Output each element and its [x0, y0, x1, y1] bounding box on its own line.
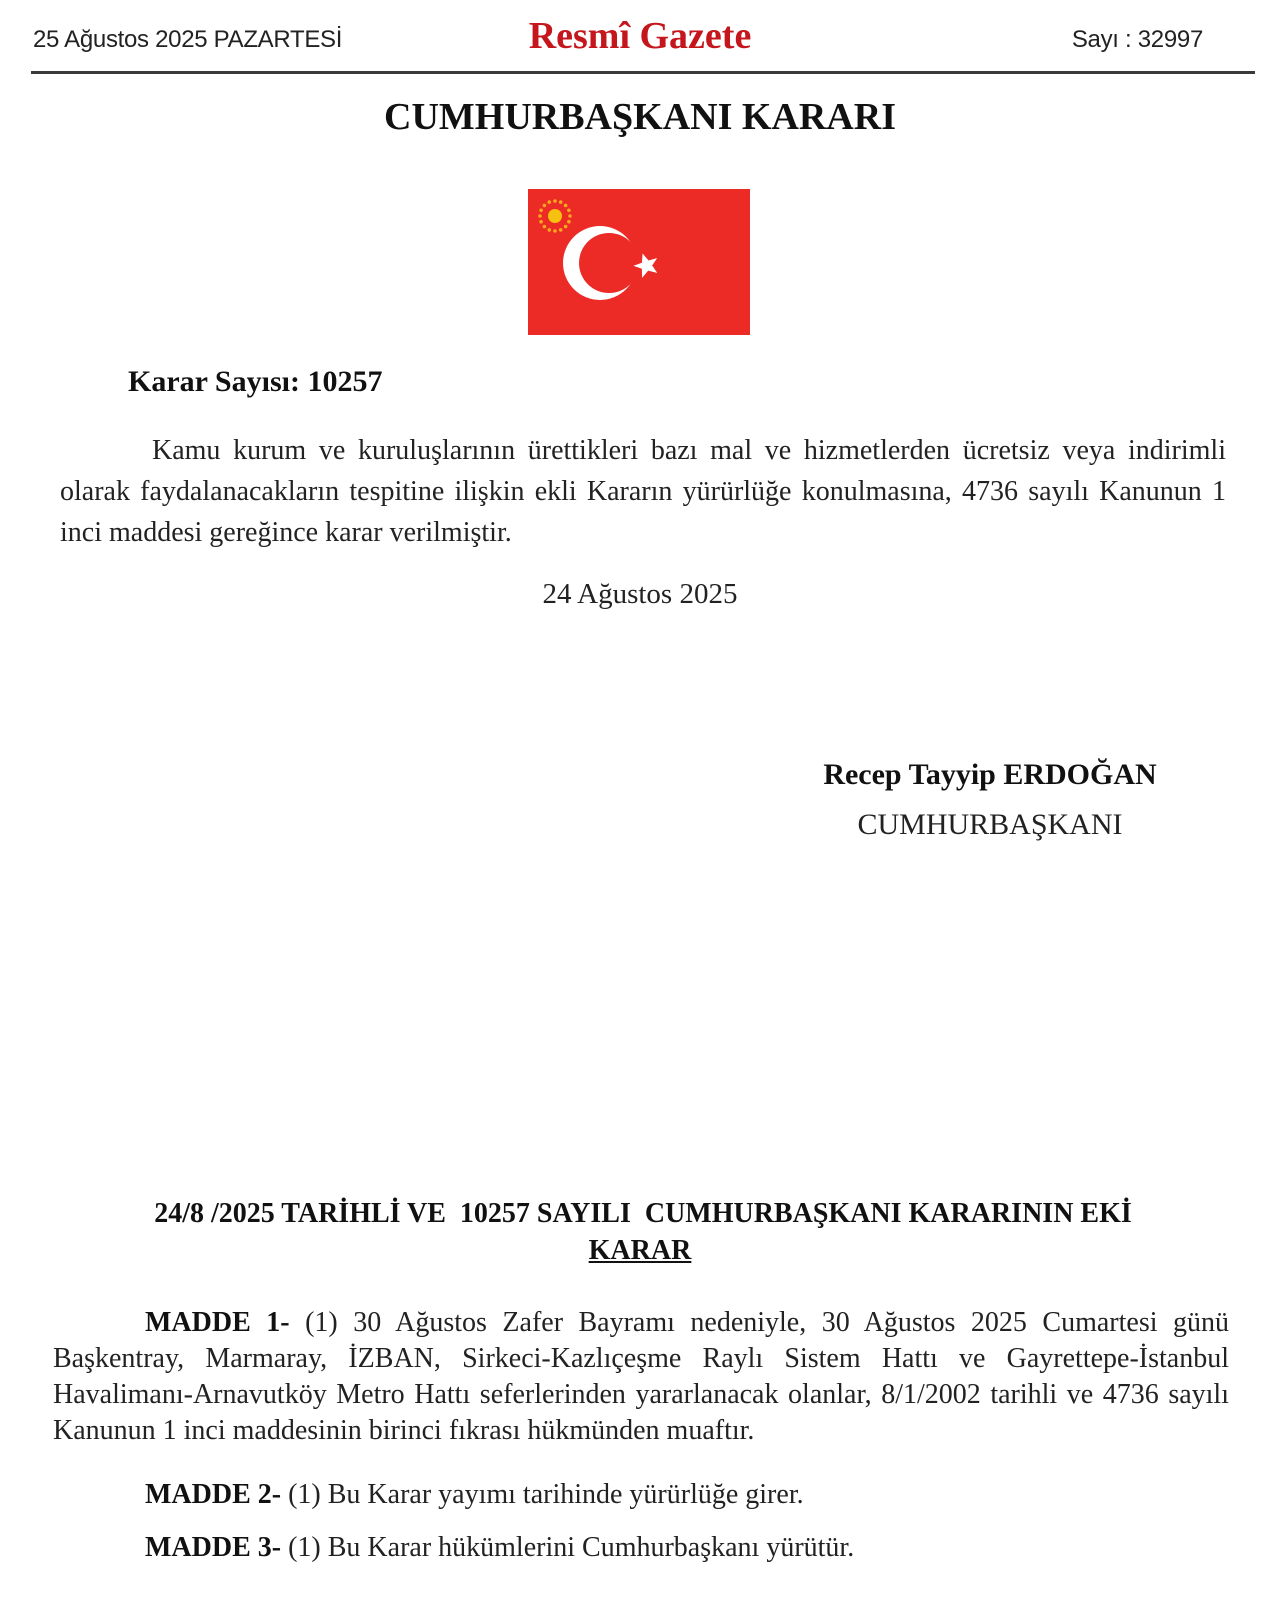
article-3	[53, 1530, 1229, 1566]
article-2-text: (1) Bu Karar yayımı tarihinde yürürlüğe girer.	[288, 1479, 804, 1510]
gazette-title: Resmî Gazete	[528, 15, 752, 57]
decision-number: Karar Sayısı: 10257	[128, 365, 383, 398]
signatory-name: Recep Tayyip ERDOĞAN	[823, 758, 1157, 791]
article-3-text: (1) Bu Karar hükümlerini Cumhurbaşkanı yürütür.	[288, 1532, 855, 1563]
presidential-flag-icon	[528, 189, 750, 335]
article-1-text: (1) 30 Ağustos Zafer Bayramı nedeniyle, 30 Ağustos 2025 Cumartesi günü Başkentray, Marmaray, İZBAN, Sirkeci-Kazlıçeşme Raylı Sistem Hattı ve Gayrettepe-İstanbul Havalimanı-Arnavutköy Metro Hattı seferlerinden yararlanacak olanlar, 8/1/2002 tarihli ve 4736 sayılı Kanunun 1 inci maddesinin birinci fıkrası hükmünden muaftır.	[53, 1307, 1229, 1446]
issue-number: Sayı : 32997	[1071, 26, 1203, 53]
article-3-label: MADDE 3-	[145, 1532, 282, 1563]
publication-date: 25 Ağustos 2025 PAZARTESİ	[33, 26, 343, 53]
signatory-title: CUMHURBAŞKANI	[857, 808, 1123, 841]
annex-title: 24/8 /2025 TARİHLİ VE 10257 SAYILI CUMHURBAŞKANI KARARININ EKİ	[154, 1198, 1132, 1229]
document-heading: CUMHURBAŞKANI KARARI	[384, 96, 896, 138]
article-2	[53, 1477, 1229, 1513]
preamble-text: Kamu kurum ve kuruluşlarının ürettikleri bazı mal ve hizmetlerden ücretsiz veya indirimli olarak faydalanacakların tespitine ilişkin ekli Kararın yürürlüğe konulmasına, 4736 sayılı Kanunun 1 inci maddesi gereğince karar verilmiştir.	[60, 435, 1226, 548]
decision-date: 24 Ağustos 2025	[542, 578, 738, 610]
preamble-paragraph	[60, 430, 1226, 553]
article-2-label: MADDE 2-	[145, 1479, 282, 1510]
annex-subtitle	[0, 1235, 1280, 1267]
article-1	[53, 1305, 1229, 1449]
header-divider	[31, 71, 1255, 74]
article-1-label: MADDE 1-	[145, 1307, 290, 1338]
annex-subtitle-text: KARAR	[588, 1235, 692, 1266]
